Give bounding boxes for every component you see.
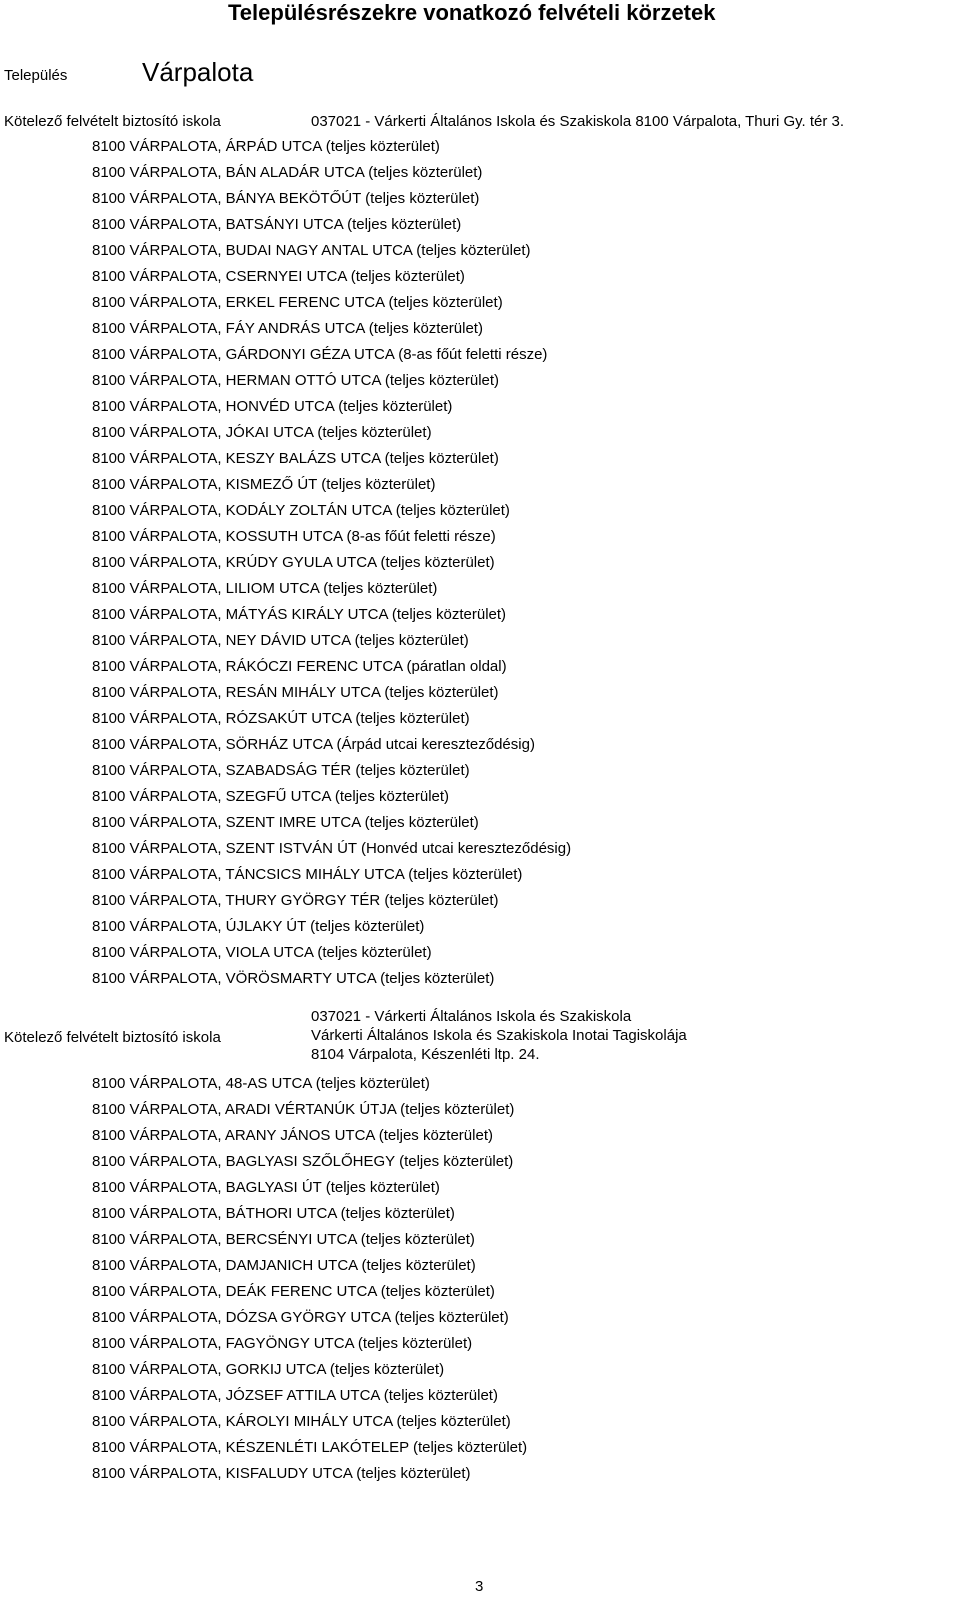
street-item: 8100 VÁRPALOTA, BÁNYA BEKÖTŐÚT (teljes közterület) xyxy=(92,190,480,207)
street-list-1 xyxy=(92,134,571,992)
street-item: 8100 VÁRPALOTA, 48-AS UTCA (teljes közterület) xyxy=(92,1075,430,1092)
page-title: Településrészekre vonatkozó felvételi körzetek xyxy=(228,0,716,25)
school-info-2 xyxy=(311,1007,687,1064)
school-info-2-line: Várkerti Általános Iskola és Szakiskola Inotai Tagiskolája xyxy=(311,1027,687,1044)
street-item: 8100 VÁRPALOTA, ARADI VÉRTANÚK ÚTJA (teljes közterület) xyxy=(92,1101,515,1118)
street-item: 8100 VÁRPALOTA, BAGLYASI SZŐLŐHEGY (teljes közterület) xyxy=(92,1153,514,1170)
street-item: 8100 VÁRPALOTA, BÁTHORI UTCA (teljes közterület) xyxy=(92,1205,455,1222)
street-item: 8100 VÁRPALOTA, RÁKÓCZI FERENC UTCA (páratlan oldal) xyxy=(92,658,507,675)
settlement-label: Település xyxy=(4,67,68,84)
school-info-2-line: 037021 - Várkerti Általános Iskola és Szakiskola xyxy=(311,1008,632,1025)
street-item: 8100 VÁRPALOTA, DEÁK FERENC UTCA (teljes közterület) xyxy=(92,1283,495,1300)
street-item: 8100 VÁRPALOTA, BATSÁNYI UTCA (teljes közterület) xyxy=(92,216,462,233)
street-item: 8100 VÁRPALOTA, FÁY ANDRÁS UTCA (teljes közterület) xyxy=(92,320,483,337)
street-item: 8100 VÁRPALOTA, CSERNYEI UTCA (teljes közterület) xyxy=(92,268,465,285)
street-item: 8100 VÁRPALOTA, BÁN ALADÁR UTCA (teljes közterület) xyxy=(92,164,483,181)
street-item: 8100 VÁRPALOTA, GÁRDONYI GÉZA UTCA (8-as főút feletti része) xyxy=(92,346,548,363)
street-item: 8100 VÁRPALOTA, SZENT IMRE UTCA (teljes közterület) xyxy=(92,814,479,831)
street-item: 8100 VÁRPALOTA, ERKEL FERENC UTCA (teljes közterület) xyxy=(92,294,503,311)
street-item: 8100 VÁRPALOTA, SZENT ISTVÁN ÚT (Honvéd utcai kereszteződésig) xyxy=(92,840,572,857)
street-item: 8100 VÁRPALOTA, FAGYÖNGY UTCA (teljes közterület) xyxy=(92,1335,473,1352)
street-item: 8100 VÁRPALOTA, RÓZSAKÚT UTCA (teljes közterület) xyxy=(92,710,470,727)
street-item: 8100 VÁRPALOTA, KODÁLY ZOLTÁN UTCA (teljes közterület) xyxy=(92,502,510,519)
street-item: 8100 VÁRPALOTA, NEY DÁVID UTCA (teljes közterület) xyxy=(92,632,469,649)
street-item: 8100 VÁRPALOTA, SZABADSÁG TÉR (teljes közterület) xyxy=(92,762,470,779)
street-item: 8100 VÁRPALOTA, JÓZSEF ATTILA UTCA (teljes közterület) xyxy=(92,1387,498,1404)
street-item: 8100 VÁRPALOTA, THURY GYÖRGY TÉR (teljes közterület) xyxy=(92,892,499,909)
street-item: 8100 VÁRPALOTA, HONVÉD UTCA (teljes közterület) xyxy=(92,398,453,415)
street-item: 8100 VÁRPALOTA, KISFALUDY UTCA (teljes közterület) xyxy=(92,1465,471,1482)
street-item: 8100 VÁRPALOTA, KÉSZENLÉTI LAKÓTELEP (teljes közterület) xyxy=(92,1439,528,1456)
street-item: 8100 VÁRPALOTA, BAGLYASI ÚT (teljes közterület) xyxy=(92,1179,440,1196)
street-item: 8100 VÁRPALOTA, BUDAI NAGY ANTAL UTCA (teljes közterület) xyxy=(92,242,531,259)
street-item: 8100 VÁRPALOTA, HERMAN OTTÓ UTCA (teljes közterület) xyxy=(92,372,500,389)
school-label-1: Kötelező felvételt biztosító iskola xyxy=(4,113,221,130)
street-item: 8100 VÁRPALOTA, JÓKAI UTCA (teljes közterület) xyxy=(92,424,432,441)
street-item: 8100 VÁRPALOTA, KÁROLYI MIHÁLY UTCA (teljes közterület) xyxy=(92,1413,511,1430)
street-item: 8100 VÁRPALOTA, TÁNCSICS MIHÁLY UTCA (teljes közterület) xyxy=(92,866,523,883)
street-item: 8100 VÁRPALOTA, VÖRÖSMARTY UTCA (teljes közterület) xyxy=(92,970,495,987)
school-label-2: Kötelező felvételt biztosító iskola xyxy=(4,1029,221,1046)
street-item: 8100 VÁRPALOTA, ÁRPÁD UTCA (teljes közterület) xyxy=(92,138,440,155)
page-number: 3 xyxy=(475,1578,484,1595)
street-item: 8100 VÁRPALOTA, GORKIJ UTCA (teljes közterület) xyxy=(92,1361,445,1378)
street-list-2 xyxy=(92,1071,527,1487)
street-item: 8100 VÁRPALOTA, LILIOM UTCA (teljes közterület) xyxy=(92,580,438,597)
street-item: 8100 VÁRPALOTA, BERCSÉNYI UTCA (teljes közterület) xyxy=(92,1231,475,1248)
street-item: 8100 VÁRPALOTA, DÓZSA GYÖRGY UTCA (teljes közterület) xyxy=(92,1309,509,1326)
street-item: 8100 VÁRPALOTA, ARANY JÁNOS UTCA (teljes közterület) xyxy=(92,1127,493,1144)
street-item: 8100 VÁRPALOTA, SZEGFŰ UTCA (teljes közterület) xyxy=(92,788,450,805)
school-info-2-line: 8104 Várpalota, Készenléti ltp. 24. xyxy=(311,1046,540,1063)
settlement-name: Várpalota xyxy=(142,57,254,87)
street-item: 8100 VÁRPALOTA, DAMJANICH UTCA (teljes közterület) xyxy=(92,1257,476,1274)
street-item: 8100 VÁRPALOTA, MÁTYÁS KIRÁLY UTCA (teljes közterület) xyxy=(92,606,507,623)
street-item: 8100 VÁRPALOTA, RESÁN MIHÁLY UTCA (teljes közterület) xyxy=(92,684,499,701)
street-item: 8100 VÁRPALOTA, VIOLA UTCA (teljes közterület) xyxy=(92,944,432,961)
street-item: 8100 VÁRPALOTA, KESZY BALÁZS UTCA (teljes közterület) xyxy=(92,450,499,467)
street-item: 8100 VÁRPALOTA, KOSSUTH UTCA (8-as főút feletti része) xyxy=(92,528,496,545)
street-item: 8100 VÁRPALOTA, KISMEZŐ ÚT (teljes közterület) xyxy=(92,476,436,493)
street-item: 8100 VÁRPALOTA, SÖRHÁZ UTCA (Árpád utcai kereszteződésig) xyxy=(92,736,535,753)
street-item: 8100 VÁRPALOTA, KRÚDY GYULA UTCA (teljes közterület) xyxy=(92,554,495,571)
street-item: 8100 VÁRPALOTA, ÚJLAKY ÚT (teljes közterület) xyxy=(92,918,425,935)
school-info-1: 037021 - Várkerti Általános Iskola és Szakiskola 8100 Várpalota, Thuri Gy. tér 3. xyxy=(311,113,845,130)
